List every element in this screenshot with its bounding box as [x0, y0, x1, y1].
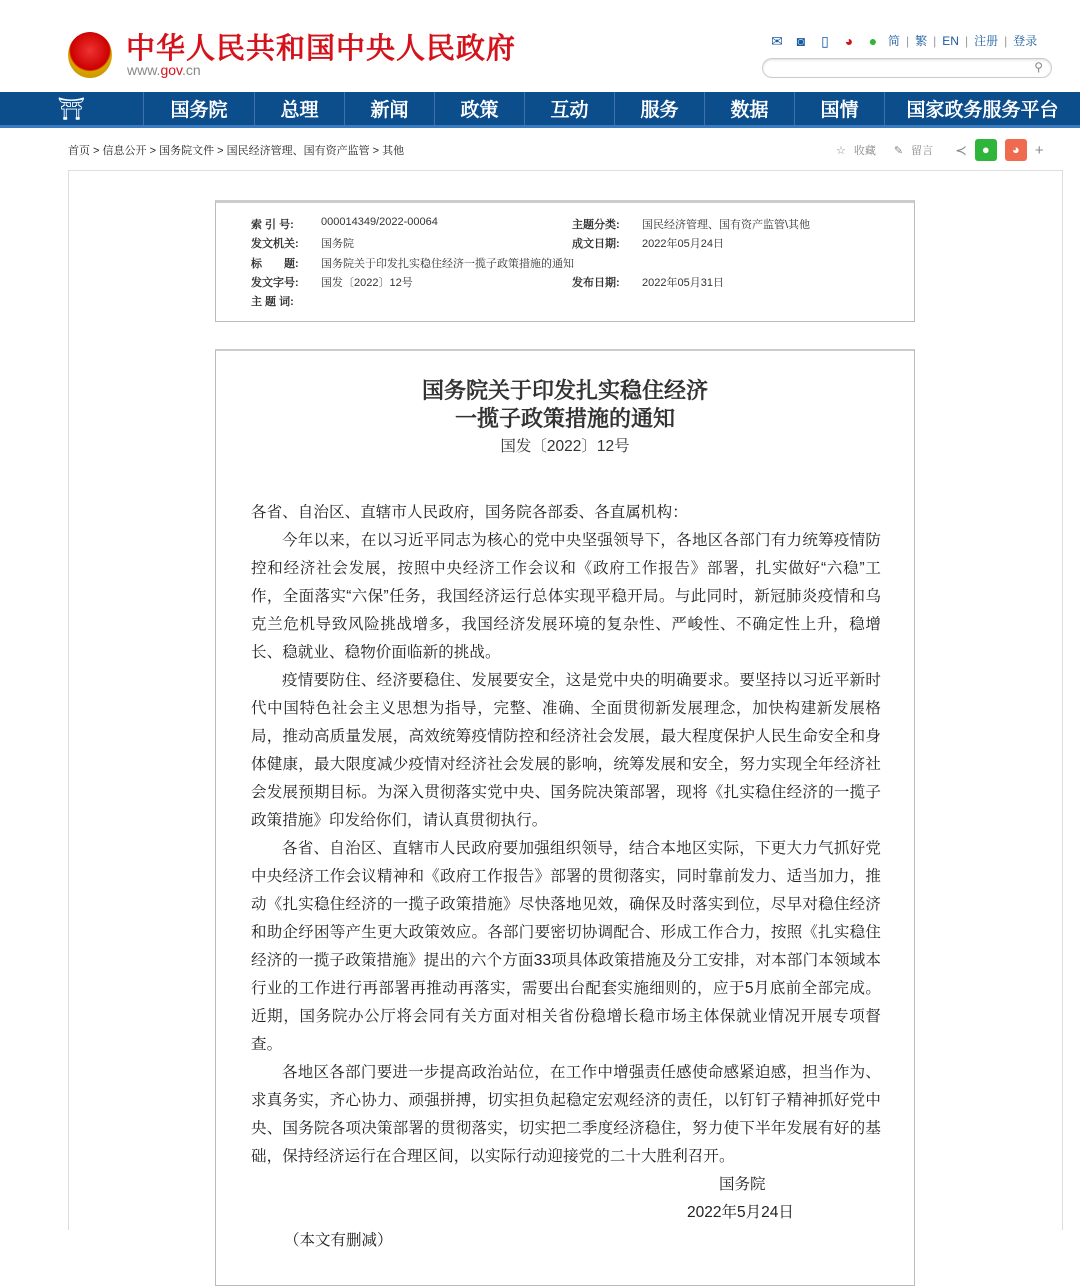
- site-title[interactable]: 中华人民共和国中央人民政府: [126, 33, 517, 65]
- keywords-label: 主 题 词:: [251, 296, 294, 308]
- abridged-note: （本文有删减）: [284, 1232, 393, 1249]
- url-prefix: www.: [127, 62, 161, 78]
- paragraph: 各地区各部门要进一步提高政治站位，在工作中增强责任感使命感紧迫感，担当作为、求真务实，齐心协力、顽强拼搏，切实担负起稳定宏观经济的责任，以钉钉子精神抓好党中央、国务院各项决策部署的贯彻落实，切实把二季度经济稳住，努力使下半年发展有好的基础，保持经济运行在合理区间，以实际行动迎接党的二十大胜利召开。: [251, 1064, 881, 1165]
- plus-icon[interactable]: +: [1034, 141, 1044, 159]
- document-text: [251, 499, 881, 1171]
- site-url: [127, 62, 201, 78]
- header-tools: ✉ ◙ ▯ ◕ ● 简 | 繁 | EN | 注册 | 登录: [768, 32, 1037, 49]
- message-icon[interactable]: ◙: [796, 32, 806, 49]
- signer: 国务院: [719, 1176, 766, 1193]
- register-link[interactable]: 注册: [974, 34, 999, 48]
- index-value: 000014349/2022-00064: [321, 216, 438, 228]
- wechat-icon[interactable]: ●: [868, 32, 878, 49]
- nav-gov-service-platform[interactable]: 国家政务服务平台: [906, 100, 1059, 121]
- url-brand: gov: [160, 62, 182, 78]
- wechat-share-icon[interactable]: ●: [975, 139, 997, 161]
- weibo-share-icon[interactable]: ◕: [1005, 139, 1027, 161]
- nav-national-info[interactable]: 国情: [795, 92, 885, 125]
- nav-news[interactable]: 新闻: [345, 92, 435, 125]
- nav-interaction[interactable]: 互动: [525, 92, 615, 125]
- national-emblem-logo[interactable]: [68, 32, 112, 78]
- document-body-frame: [215, 349, 915, 1286]
- signature-block: [251, 1171, 881, 1255]
- docno-value: 国发〔2022〕12号: [321, 277, 413, 289]
- lang-traditional[interactable]: 繁: [915, 34, 928, 48]
- document-title-line2: 一揽子政策措施的通知: [454, 406, 675, 431]
- main-nav: [0, 92, 1080, 128]
- comment-button[interactable]: 留言: [911, 145, 934, 157]
- document-metadata: [215, 200, 915, 322]
- mail-icon[interactable]: ✉: [771, 32, 783, 49]
- paragraph: 今年以来，在以习近平同志为核心的党中央坚强领导下，各地区各部门有力统筹疫情防控和经济社会发展，按照中央经济工作会议和《政府工作报告》部署，扎实做好“六稳”工作，全面落实“六保”任务，我国经济运行总体实现平稳开局。与此同时，新冠肺炎疫情和乌克兰危机导致风险挑战增多，我国经济发展环境的复杂性、严峻性、不确定性上升，稳增长、稳就业、稳物价面临新的挑战。: [251, 532, 881, 661]
- pen-icon[interactable]: ✎: [893, 144, 904, 157]
- login-link[interactable]: 登录: [1013, 34, 1038, 48]
- published-date-value: 2022年05月31日: [642, 277, 724, 289]
- signing-date: 2022年5月24日: [687, 1204, 794, 1221]
- nav-state-council[interactable]: 国务院: [144, 92, 255, 125]
- star-icon[interactable]: ☆: [836, 144, 846, 157]
- written-date-label: 成文日期:: [572, 238, 620, 250]
- search-icon[interactable]: ⚲: [1034, 60, 1043, 74]
- salutation: 各省、自治区、直辖市人民政府，国务院各部委、各直属机构：: [251, 504, 688, 521]
- lang-english[interactable]: EN: [942, 33, 959, 48]
- nav-premier[interactable]: 总理: [255, 92, 345, 125]
- nav-policy[interactable]: 政策: [435, 92, 525, 125]
- share-bar: [836, 139, 1044, 161]
- favorite-button[interactable]: 收藏: [853, 145, 876, 157]
- weibo-icon[interactable]: ◕: [844, 32, 854, 49]
- search-input[interactable]: [762, 58, 1052, 78]
- topic-value: 国民经济管理、国有资产监管\其他: [642, 219, 811, 231]
- site-header: [0, 0, 1080, 92]
- home-gate-icon[interactable]: ⛩: [0, 92, 144, 125]
- paragraph: 各省、自治区、直辖市人民政府要加强组织领导，结合本地区实际，下更大力气抓好党中央经济工作会议精神和《政府工作报告》部署的贯彻落实，同时靠前发力、适当加力，推动《扎实稳住经济的一揽子政策措施》尽快落地见效，确保及时落实到位，尽早对稳住经济和助企纾困等产生更大政策效应。各部门要密切协调配合、形成工作合力，按照《扎实稳住经济的一揽子政策措施》提出的六个方面33项具体政策措施及分工安排，对本部门本领域本行业的工作进行再部署再推动再落实，需要出台配套实施细则的，应于5月底前全部完成。近期，国务院办公厅将会同有关方面对相关省份稳增长稳市场主体保就业情况开展专项督查。: [251, 840, 881, 1053]
- breadcrumb[interactable]: 首页 > 信息公开 > 国务院文件 > 国民经济管理、国有资产监管 > 其他: [68, 145, 405, 157]
- docno-label: 发文字号:: [251, 277, 299, 289]
- url-suffix: .cn: [182, 62, 201, 78]
- title-value: 国务院关于印发扎实稳住经济一揽子政策措施的通知: [321, 258, 574, 270]
- share-icon[interactable]: ≺: [955, 141, 967, 158]
- index-label: 索 引 号:: [251, 219, 294, 231]
- document-number: 国发〔2022〕12号: [500, 438, 630, 455]
- nav-services[interactable]: 服务: [615, 92, 705, 125]
- document-title-line1: 国务院关于印发扎实稳住经济: [421, 378, 708, 403]
- lang-simplified[interactable]: 简: [888, 34, 901, 48]
- paragraph: 疫情要防住、经济要稳住、发展要安全，这是党中央的明确要求。要坚持以习近平新时代中国特色社会主义思想为指导，完整、准确、全面贯彻新发展理念，加快构建新发展格局，推动高质量发展，高效统筹疫情防控和经济社会发展，最大程度保护人民生命安全和身体健康，最大限度减少疫情对经济社会发展的影响，统筹发展和安全，努力实现全年经济社会发展预期目标。为深入贯彻落实党中央、国务院决策部署，现将《扎实稳住经济的一揽子政策措施》印发给你们，请认真贯彻执行。: [251, 672, 881, 829]
- written-date-value: 2022年05月24日: [642, 238, 724, 250]
- issuer-value: 国务院: [321, 238, 354, 250]
- issuer-label: 发文机关:: [251, 238, 299, 250]
- nav-data[interactable]: 数据: [705, 92, 795, 125]
- topic-label: 主题分类:: [572, 219, 620, 231]
- mobile-icon[interactable]: ▯: [821, 32, 829, 49]
- title-label: 标 题:: [251, 258, 299, 270]
- published-date-label: 发布日期:: [572, 277, 620, 289]
